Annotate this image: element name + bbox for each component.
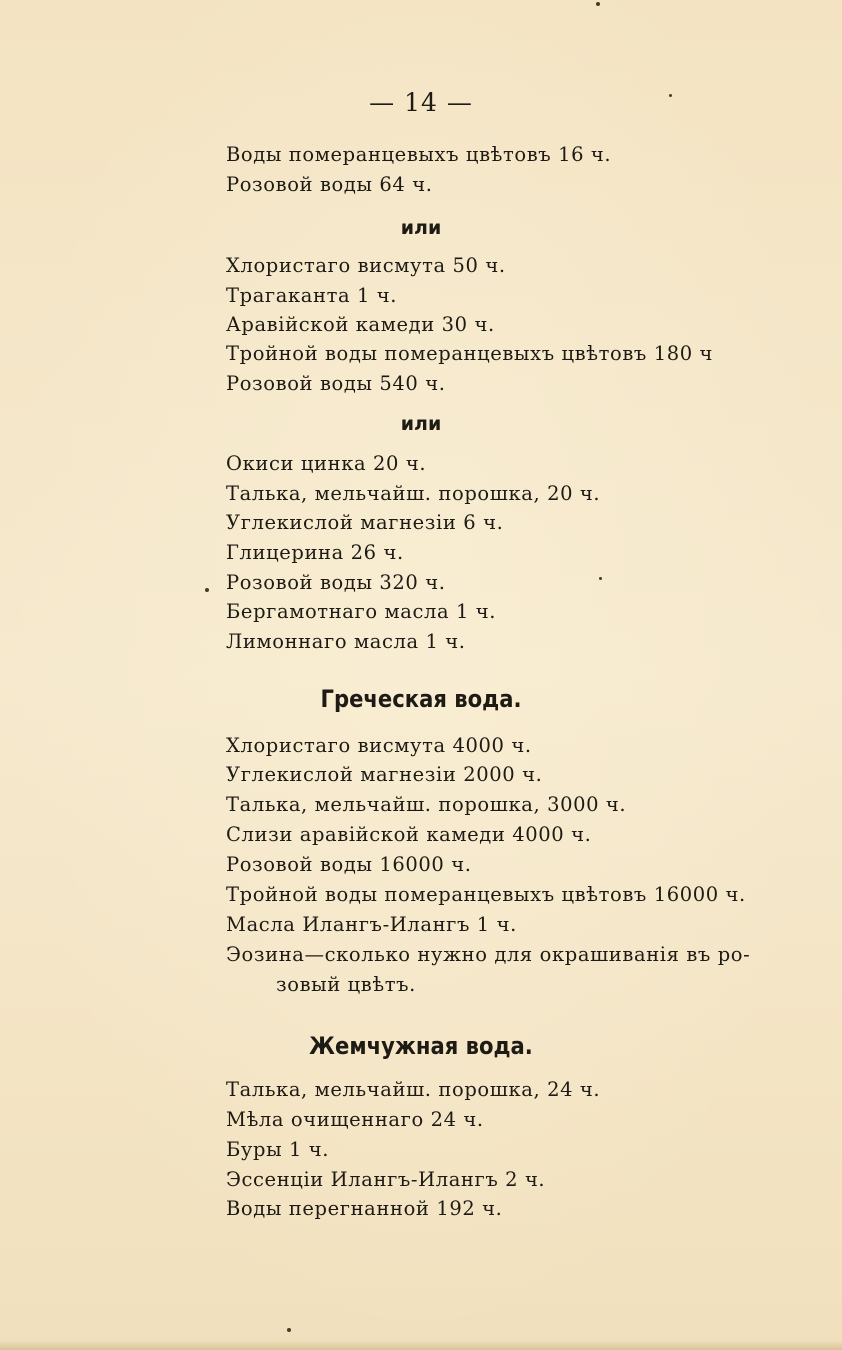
recipe-line: Розовой воды 64 ч.	[226, 173, 433, 196]
page-number: — 14 —	[369, 88, 473, 117]
recipe-line: Тройной воды померанцевыхъ цвѣтовъ 16000 ч.	[226, 883, 746, 906]
recipe-line: Талька, мельчайш. порошка, 20 ч.	[226, 482, 601, 505]
recipe-line: Воды померанцевыхъ цвѣтовъ 16 ч.	[226, 143, 612, 166]
recipe-line: Буры 1 ч.	[226, 1138, 330, 1161]
recipe-line: Лимоннаго масла 1 ч.	[226, 630, 466, 653]
recipe-line: Трагаканта 1 ч.	[226, 284, 398, 307]
recipe-line: Розовой воды 16000 ч.	[226, 853, 472, 876]
recipe-line: Углекислой магнезіи 2000 ч.	[226, 763, 543, 786]
page-bottom-edge	[0, 1340, 842, 1350]
recipe-line: Углекислой магнезіи 6 ч.	[226, 511, 504, 534]
recipe-line: Тройной воды померанцевыхъ цвѣтовъ 180 ч	[226, 342, 714, 365]
recipe-line: Бергамотнаго масла 1 ч.	[226, 600, 497, 623]
recipe-line-continuation: зовый цвѣтъ.	[276, 973, 416, 996]
recipe-line: Эозина—сколько нужно для окрашиванія въ ро-	[226, 943, 751, 966]
paper-speck	[599, 577, 602, 580]
divider-or: или	[400, 413, 442, 435]
paper-speck	[287, 1328, 291, 1332]
recipe-line: Глицерина 26 ч.	[226, 541, 404, 564]
divider-or: или	[400, 217, 442, 239]
paper-speck	[205, 588, 209, 592]
paper-speck	[669, 94, 672, 97]
section-heading-greek-water: Греческая вода.	[320, 685, 522, 713]
recipe-line: Талька, мельчайш. порошка, 3000 ч.	[226, 793, 627, 816]
section-heading-pearl-water: Жемчужная вода.	[309, 1032, 533, 1060]
recipe-line: Талька, мельчайш. порошка, 24 ч.	[226, 1078, 601, 1101]
recipe-line: Масла Илангъ-Илангъ 1 ч.	[226, 913, 517, 936]
recipe-line: Эссенціи Илангъ-Илангъ 2 ч.	[226, 1168, 546, 1191]
recipe-line: Мѣла очищеннаго 24 ч.	[226, 1108, 484, 1131]
recipe-line: Розовой воды 320 ч.	[226, 571, 446, 594]
recipe-line: Слизи аравійской камеди 4000 ч.	[226, 823, 592, 846]
paper-speck	[596, 2, 600, 6]
recipe-line: Хлористаго висмута 50 ч.	[226, 254, 506, 277]
recipe-line: Хлористаго висмута 4000 ч.	[226, 734, 532, 757]
recipe-line: Окиси цинка 20 ч.	[226, 452, 427, 475]
recipe-line: Воды перегнанной 192 ч.	[226, 1197, 503, 1220]
recipe-line: Аравійской камеди 30 ч.	[226, 313, 495, 336]
recipe-line: Розовой воды 540 ч.	[226, 372, 446, 395]
